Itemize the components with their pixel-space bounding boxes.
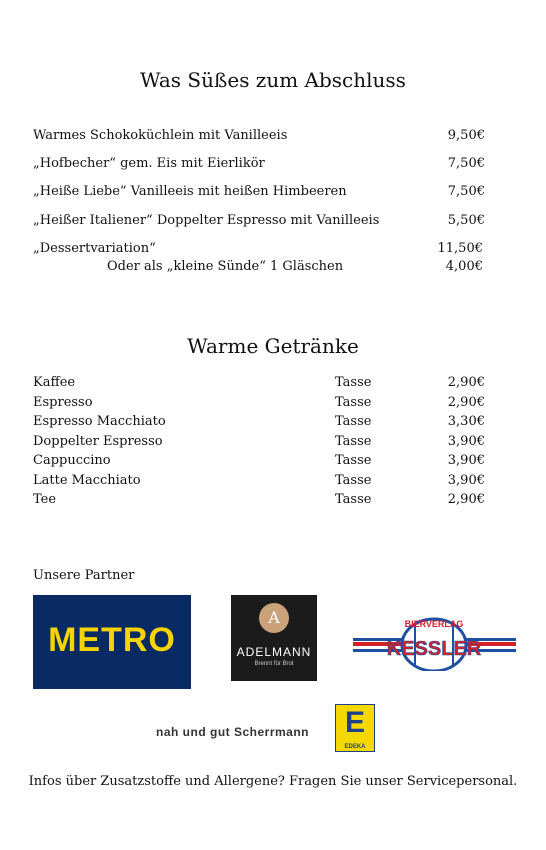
drink-unit: Tasse [335,453,372,468]
drink-unit: Tasse [335,414,372,429]
dessert-item-name: „Heiße Liebe“ Vanilleeis mit heißen Himbeeren [33,184,347,199]
adelmann-logo [231,595,317,681]
dessert-subitem-price: 4,00€ [445,259,483,274]
dessert-item-price: 11,50€ [437,241,483,256]
drink-price: 2,90€ [447,395,485,410]
drink-unit: Tasse [335,473,372,488]
drink-row [33,414,485,432]
drink-name: Tee [33,492,57,507]
allergen-info-footer: Infos über Zusatzstoffe und Allergene? Fragen Sie unser Servicepersonal. [28,774,518,789]
edeka-partner-text: nah und gut Scherrmann [156,725,310,739]
dessert-item-price: 9,50€ [447,128,485,143]
kessler-name-text: KESSLER [386,638,482,660]
dessert-title: Was Süßes zum Abschluss [140,68,406,92]
drinks-title: Warme Getränke [187,334,359,358]
drink-price: 3,90€ [447,453,485,468]
dessert-item-price: 7,50€ [447,156,485,171]
adelmann-emblem: A [259,603,289,633]
kessler-logo-graphic [353,615,516,671]
metro-logo-text: METRO [48,621,176,659]
adelmann-tagline: Brennt für Brot [254,661,294,667]
kessler-top-text: BIERVERLAG [404,619,464,629]
drink-row [33,434,485,452]
dessert-item-name: Warmes Schokoküchlein mit Vanilleeis [33,128,288,143]
drink-row [33,395,485,413]
drink-unit: Tasse [335,492,372,507]
drink-unit: Tasse [335,434,372,449]
drink-name: Kaffee [33,375,76,390]
drink-row [33,453,485,471]
dessert-item-name: „Dessertvariation“ [33,241,156,256]
adelmann-name: ADELMANN [236,645,312,659]
drink-price: 3,90€ [447,434,485,449]
dessert-subitem-name: Oder als „kleine Sünde“ 1 Gläschen [107,259,344,274]
dessert-item-price: 7,50€ [447,184,485,199]
drink-name: Doppelter Espresso [33,434,163,449]
drink-name: Espresso Macchiato [33,414,166,429]
drink-price: 2,90€ [447,492,485,507]
drink-row [33,473,485,491]
edeka-logo-letter: E [344,706,365,739]
drink-price: 3,90€ [447,473,485,488]
drink-row [33,375,485,393]
edeka-logo-word: EDEKA [344,744,366,750]
drink-price: 3,30€ [447,414,485,429]
dessert-item-name: „Hofbecher“ gem. Eis mit Eierlikör [33,156,265,171]
edeka-logo [335,704,375,752]
drink-price: 2,90€ [447,375,485,390]
drink-name: Latte Macchiato [33,473,141,488]
dessert-item-price: 5,50€ [447,213,485,228]
drink-name: Espresso [33,395,93,410]
drink-unit: Tasse [335,375,372,390]
dessert-item-name: „Heißer Italiener“ Doppelter Espresso mit Vanilleeis [33,213,380,228]
partners-label: Unsere Partner [33,568,135,583]
drink-name: Cappuccino [33,453,111,468]
drink-row [33,492,485,510]
kessler-logo [353,615,516,671]
drink-unit: Tasse [335,395,372,410]
metro-logo [33,595,191,689]
